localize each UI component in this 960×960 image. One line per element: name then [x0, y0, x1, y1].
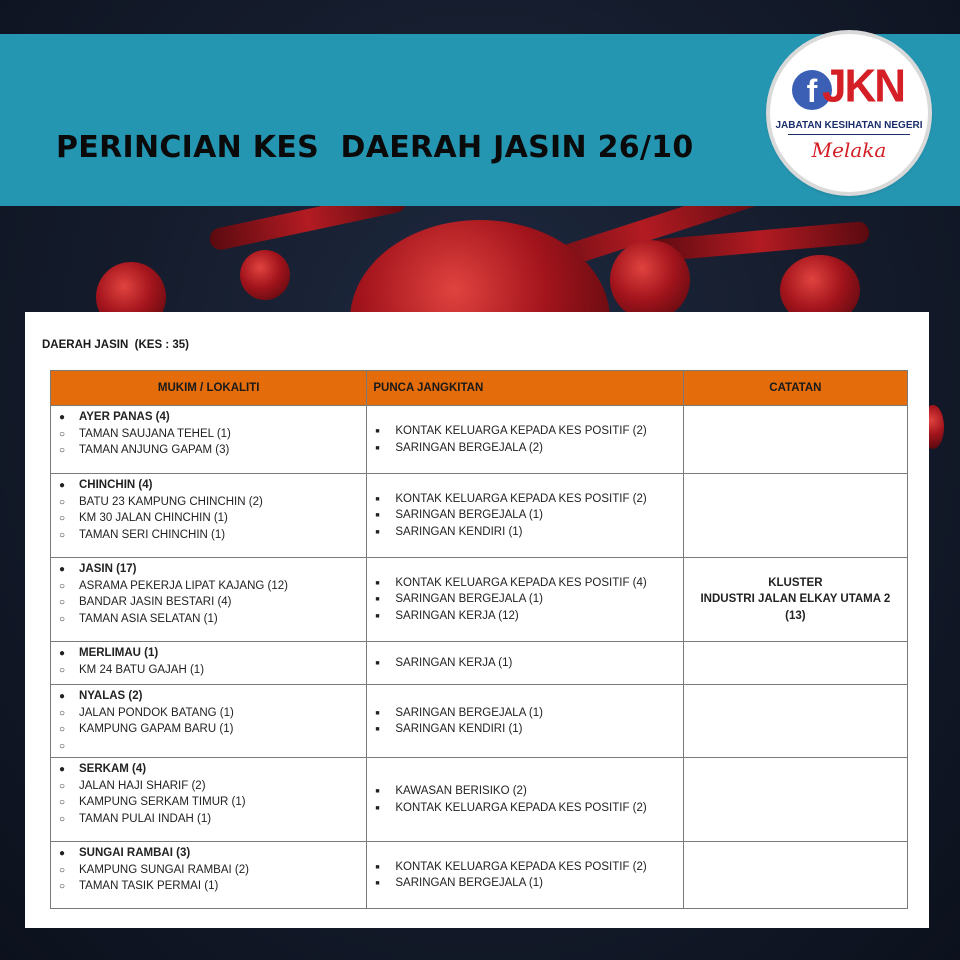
- circle-bullet-icon: ○: [59, 740, 66, 752]
- source-item: [375, 783, 682, 800]
- source-item: [375, 491, 682, 508]
- source-item: [375, 859, 682, 876]
- locality-label: ASRAMA PEKERJA LIPAT KAJANG (12): [79, 579, 288, 592]
- locality-item: [59, 426, 366, 443]
- circle-bullet-icon: ○: [59, 780, 66, 792]
- page-title: PERINCIAN KES DAERAH JASIN 26/10: [56, 130, 694, 165]
- locality-list: [51, 758, 366, 830]
- locality-label: KAMPUNG GAPAM BARU (1): [79, 723, 234, 735]
- table-row: [51, 474, 908, 558]
- source-cell: [367, 474, 683, 558]
- square-bullet-icon: ■: [375, 804, 380, 812]
- note-cell: [683, 685, 907, 758]
- circle-bullet-icon: ○: [59, 881, 66, 892]
- mukim-label: SUNGAI RAMBAI (3): [79, 847, 191, 859]
- source-label: SARINGAN KERJA (12): [395, 609, 519, 622]
- mukim-cell: [51, 842, 367, 909]
- square-bullet-icon: ■: [375, 709, 380, 717]
- locality-list: [51, 558, 366, 630]
- circle-bullet-icon: ○: [59, 864, 66, 876]
- source-list: [367, 575, 682, 625]
- circle-bullet-icon: ○: [59, 707, 66, 719]
- source-cell: [367, 842, 683, 909]
- source-item: [375, 875, 682, 892]
- circle-bullet-icon: ○: [59, 664, 66, 676]
- locality-item: [59, 778, 366, 795]
- locality-label: KAMPUNG SUNGAI RAMBAI (2): [79, 863, 249, 876]
- source-label: KONTAK KELUARGA KEPADA KES POSITIF (2): [395, 801, 647, 814]
- table-header-row: [51, 371, 908, 406]
- square-bullet-icon: ■: [375, 612, 380, 620]
- bullet-icon: ●: [59, 412, 66, 423]
- locality-label: KAMPUNG SERKAM TIMUR (1): [79, 796, 246, 808]
- square-bullet-icon: ■: [375, 512, 380, 520]
- source-label: KAWASAN BERISIKO (2): [395, 785, 527, 797]
- source-cell: [367, 685, 683, 758]
- mukim-name: [59, 561, 366, 578]
- table-row: [51, 758, 908, 842]
- bullet-icon: ●: [59, 764, 66, 775]
- locality-label: TAMAN SERI CHINCHIN (1): [79, 528, 226, 541]
- table-row: [51, 842, 908, 909]
- mukim-cell: [51, 758, 367, 842]
- column-header-punca: PUNCA JANGKITAN: [367, 371, 683, 406]
- virus-core: [350, 220, 610, 320]
- source-label: SARINGAN BERGEJALA (1): [395, 509, 543, 522]
- locality-list: [51, 842, 366, 898]
- locality-label: TAMAN PULAI INDAH (1): [79, 812, 212, 825]
- facebook-icon: f: [792, 70, 832, 110]
- source-item: [375, 608, 682, 625]
- locality-label: JALAN HAJI SHARIF (2): [79, 779, 206, 792]
- circle-bullet-icon: ○: [59, 597, 66, 608]
- circle-bullet-icon: ○: [59, 797, 66, 808]
- note-line: KLUSTER: [768, 576, 823, 589]
- locality-item: [59, 510, 366, 527]
- virus-blob: [610, 240, 690, 320]
- locality-label: TAMAN ASIA SELATAN (1): [79, 612, 218, 625]
- note-cell: [683, 758, 907, 842]
- locality-item: [59, 705, 366, 722]
- circle-bullet-icon: ○: [59, 496, 66, 508]
- locality-label: KM 30 JALAN CHINCHIN (1): [79, 512, 228, 524]
- source-list: [367, 655, 682, 672]
- locality-item: [59, 611, 366, 628]
- square-bullet-icon: ■: [375, 726, 380, 733]
- locality-item: [59, 594, 366, 611]
- square-bullet-icon: ■: [375, 880, 380, 887]
- bullet-icon: ●: [59, 480, 66, 491]
- source-label: SARINGAN KENDIRI (1): [395, 723, 523, 735]
- source-item: [375, 524, 682, 541]
- source-label: KONTAK KELUARGA KEPADA KES POSITIF (2): [395, 425, 647, 437]
- source-list: [367, 491, 682, 541]
- locality-item: [59, 794, 366, 811]
- mukim-cell: [51, 685, 367, 758]
- mukim-name: [59, 409, 366, 426]
- table-row: [51, 642, 908, 685]
- square-bullet-icon: ■: [375, 788, 380, 795]
- case-document: [25, 312, 929, 928]
- circle-bullet-icon: ○: [59, 513, 66, 524]
- source-item: [375, 423, 682, 440]
- locality-label: TAMAN TASIK PERMAI (1): [79, 880, 219, 892]
- locality-item: [59, 811, 366, 828]
- source-cell: [367, 406, 683, 474]
- source-label: SARINGAN BERGEJALA (2): [395, 441, 543, 454]
- locality-item: [59, 442, 366, 459]
- logo-subtitle: JABATAN KESIHATAN NEGERI: [775, 120, 923, 131]
- column-header-mukim: MUKIM / LOKALITI: [51, 371, 367, 406]
- virus-blob: [780, 255, 860, 320]
- source-item: [375, 440, 682, 457]
- source-label: SARINGAN BERGEJALA (1): [395, 877, 543, 889]
- source-item: [375, 507, 682, 524]
- logo-divider: [788, 134, 910, 135]
- bullet-icon: ●: [59, 648, 66, 659]
- source-label: KONTAK KELUARGA KEPADA KES POSITIF (4): [395, 576, 647, 589]
- column-header-catatan: CATATAN: [683, 371, 907, 406]
- circle-bullet-icon: ○: [59, 529, 66, 541]
- square-bullet-icon: ■: [375, 444, 380, 452]
- source-item: [375, 655, 682, 672]
- source-item: [375, 705, 682, 722]
- bullet-icon: ●: [59, 848, 66, 859]
- source-list: [367, 705, 682, 738]
- virus-background-art: [90, 200, 880, 320]
- jkn-logo: [770, 34, 928, 192]
- mukim-label: CHINCHIN (4): [79, 479, 153, 491]
- source-label: SARINGAN BERGEJALA (1): [395, 593, 543, 606]
- locality-label: BATU 23 KAMPUNG CHINCHIN (2): [79, 495, 263, 508]
- circle-bullet-icon: ○: [59, 428, 66, 440]
- locality-list: [51, 474, 366, 546]
- locality-label: JALAN PONDOK BATANG (1): [79, 706, 234, 719]
- source-cell: [367, 558, 683, 642]
- circle-bullet-icon: ○: [59, 813, 66, 825]
- source-list: [367, 423, 682, 456]
- locality-item: [59, 878, 366, 895]
- square-bullet-icon: ■: [375, 495, 380, 503]
- locality-item: [59, 578, 366, 595]
- locality-item: [59, 738, 366, 755]
- mukim-name: [59, 688, 366, 705]
- mukim-name: [59, 761, 366, 778]
- square-bullet-icon: ■: [375, 596, 380, 604]
- locality-item: [59, 494, 366, 511]
- circle-bullet-icon: ○: [59, 724, 66, 735]
- source-label: SARINGAN BERGEJALA (1): [395, 706, 543, 719]
- table-body: [51, 406, 908, 909]
- mukim-name: [59, 645, 366, 662]
- locality-item: [59, 662, 366, 679]
- locality-label: BANDAR JASIN BESTARI (4): [79, 596, 232, 608]
- locality-item: [59, 527, 366, 544]
- source-label: SARINGAN KERJA (1): [395, 656, 513, 669]
- source-cell: [367, 642, 683, 685]
- district-heading: DAERAH JASIN (KES : 35): [42, 339, 189, 351]
- locality-label: KM 24 BATU GAJAH (1): [79, 663, 205, 676]
- source-item: [375, 721, 682, 738]
- source-cell: [367, 758, 683, 842]
- circle-bullet-icon: ○: [59, 445, 66, 456]
- table-row: [51, 558, 908, 642]
- virus-blob: [240, 250, 290, 300]
- mukim-label: JASIN (17): [79, 563, 137, 575]
- note-line: (13): [785, 609, 806, 622]
- mukim-cell: [51, 474, 367, 558]
- virus-spike: [208, 200, 408, 252]
- mukim-cell: [51, 558, 367, 642]
- note-cell: [683, 406, 907, 474]
- mukim-label: NYALAS (2): [79, 690, 143, 702]
- square-bullet-icon: ■: [375, 863, 380, 871]
- locality-list: [51, 642, 366, 681]
- square-bullet-icon: ■: [375, 579, 380, 587]
- table-row: [51, 685, 908, 758]
- mukim-cell: [51, 642, 367, 685]
- locality-list: [51, 685, 366, 757]
- source-item: [375, 575, 682, 592]
- locality-label: TAMAN SAUJANA TEHEL (1): [79, 427, 231, 440]
- source-item: [375, 591, 682, 608]
- locality-item: [59, 862, 366, 879]
- note-cell: [683, 474, 907, 558]
- circle-bullet-icon: ○: [59, 613, 66, 625]
- note-cell: [683, 642, 907, 685]
- source-label: SARINGAN KENDIRI (1): [395, 525, 523, 538]
- source-list: [367, 783, 682, 816]
- mukim-label: MERLIMAU (1): [79, 647, 159, 659]
- logo-script-text: Melaka: [811, 138, 887, 162]
- mukim-name: [59, 477, 366, 494]
- mukim-label: AYER PANAS (4): [79, 411, 170, 423]
- logo-jkn-text: JKN: [822, 60, 905, 113]
- case-table: [50, 370, 908, 909]
- source-label: KONTAK KELUARGA KEPADA KES POSITIF (2): [395, 860, 647, 873]
- circle-bullet-icon: ○: [59, 580, 66, 592]
- note-cell: [683, 558, 907, 642]
- source-item: [375, 800, 682, 817]
- note-line: INDUSTRI JALAN ELKAY UTAMA 2: [700, 593, 891, 606]
- mukim-name: [59, 845, 366, 862]
- source-list: [367, 859, 682, 892]
- bullet-icon: ●: [59, 564, 66, 575]
- square-bullet-icon: ■: [375, 528, 380, 536]
- square-bullet-icon: ■: [375, 659, 380, 667]
- bullet-icon: ●: [59, 691, 66, 702]
- source-label: KONTAK KELUARGA KEPADA KES POSITIF (2): [395, 492, 647, 505]
- mukim-cell: [51, 406, 367, 474]
- note-cell: [683, 842, 907, 909]
- locality-label: TAMAN ANJUNG GAPAM (3): [79, 444, 230, 456]
- locality-item: [59, 721, 366, 738]
- locality-list: [51, 406, 366, 462]
- mukim-label: SERKAM (4): [79, 763, 147, 775]
- table-row: [51, 406, 908, 474]
- square-bullet-icon: ■: [375, 428, 380, 435]
